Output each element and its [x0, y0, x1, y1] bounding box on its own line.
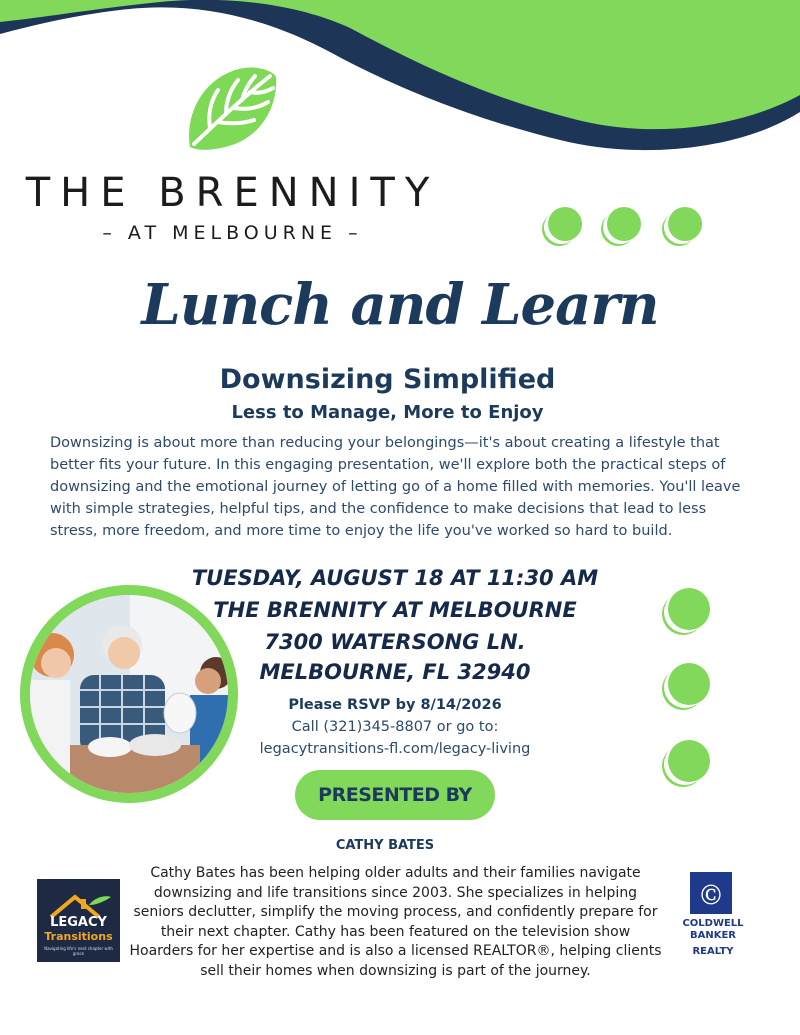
presenter-bio: Cathy Bates has been helping older adults and their families navigate downsizing and life transitions since 2003. She specializes in helping seniors declutter, simplify the moving process, and confidently prepare for their next chapter. Cathy has been featured on the television show Hoarders for her expertise and is also a licensed REALTOR®, helping clients sell their homes when downsizing is part of the journey.	[129, 865, 662, 979]
decorative-dot	[668, 588, 710, 630]
rsvp-phone: Call (321)345-8807 or go to:	[291, 719, 499, 735]
event-description: Downsizing is about more than reducing your belongings—it's about creating a lifestyle that better fits your future. In this engaging presentation, we'll explore both the practical steps of downsizing and the emotional journey of letting go of a home filled with memories. You'll leave with simple strategies, helpful tips, and the confidence to make decisions that lead to less stress, more freedom, and more time to enjoy the life you've worked so hard to build.	[50, 435, 741, 539]
event-title: Lunch and Learn	[141, 272, 659, 338]
event-photo	[20, 585, 238, 803]
presented-by-badge: PRESENTED BY	[295, 770, 495, 820]
event-city: MELBOURNE, FL 32940	[259, 660, 531, 684]
legacy-logo-sub: Transitions	[44, 930, 113, 943]
seniors-photo-illustration	[30, 595, 228, 793]
cb-logo-line3: REALTY	[692, 946, 734, 957]
cb-monogram-icon: Ⓒ	[690, 872, 732, 914]
cb-logo-line2: BANKER	[689, 930, 736, 941]
monstera-leaf-icon	[180, 62, 280, 157]
rsvp-deadline: Please RSVP by 8/14/2026	[288, 697, 502, 713]
coldwell-banker-logo	[682, 872, 745, 967]
decorative-dot	[668, 207, 702, 241]
event-venue: THE BRENNITY AT MELBOURNE	[213, 598, 577, 622]
header-waves	[0, 0, 800, 180]
legacy-logo-name: LEGACY	[50, 915, 107, 930]
rsvp-url[interactable]: legacytransitions-fl.com/legacy-living	[259, 741, 531, 757]
legacy-logo-tagline: Navigating life's next chapter with grace	[44, 946, 113, 956]
legacy-transitions-logo	[37, 879, 120, 962]
cb-logo-line1: COLDWELL	[682, 918, 744, 929]
brand-name: THE BRENNITY	[25, 170, 440, 216]
decorative-dot	[607, 207, 641, 241]
decorative-dot	[668, 663, 710, 705]
event-datetime: TUESDAY, AUGUST 18 AT 11:30 AM	[191, 566, 599, 590]
brand-location: – AT MELBOURNE –	[102, 222, 363, 244]
event-tagline: Less to Manage, More to Enjoy	[231, 402, 544, 423]
event-subtitle: Downsizing Simplified	[219, 364, 556, 395]
photo-frame	[30, 595, 228, 793]
decorative-dot	[548, 207, 582, 241]
presenter-name: CATHY BATES	[335, 838, 435, 853]
event-street: 7300 WATERSONG LN.	[264, 630, 526, 654]
decorative-dot	[668, 740, 710, 782]
